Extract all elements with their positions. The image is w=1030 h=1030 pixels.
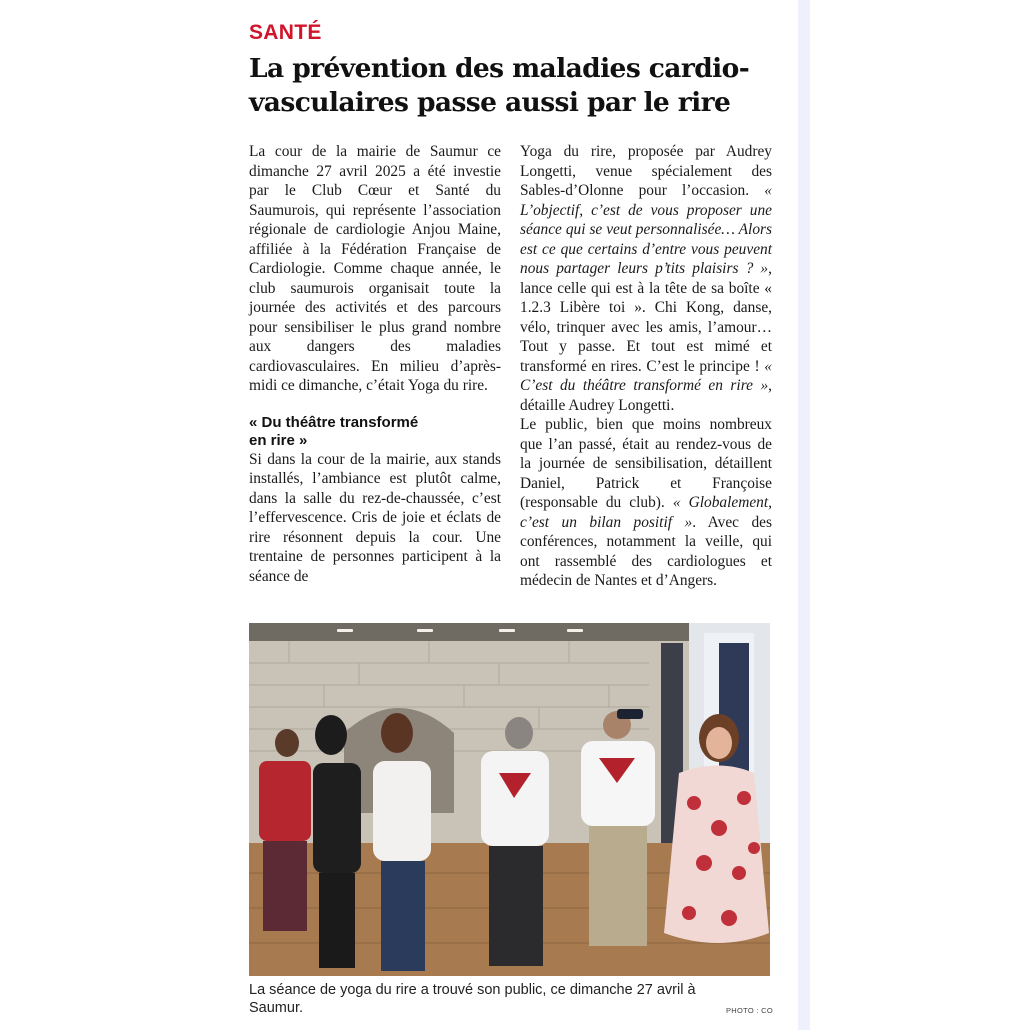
photo-caption: La séance de yoga du rire a trouvé son public, ce dimanche 27 avril à Saumur. [249, 982, 696, 1016]
body-paragraph [520, 142, 772, 415]
body-column-right [520, 142, 772, 591]
headline-line-1: La prévention des maladies cardio- [249, 53, 750, 84]
body-paragraph: Si dans la cour de la mairie, aux stands installés, l’ambiance est plutôt calme, dans la salle du rez-de-chaussée, c’est l’effervescence. Cris de joie et éclats de rire résonnent depuis la cour. Une trentaine de personnes participent à la séance de [249, 450, 501, 585]
body-text: , lance celle qui est à la tête de sa boîte « 1.2.3 Libère toi ». Chi Kong, danse, vélo, trinquer avec les amis, l’amour… Tout y passe. Et tout est mimé et transformé en rires. C’est le principe ! [520, 260, 772, 375]
body-text: . Avec des conférences, notamment la veille, qui ont rassemblé des cardiologues et médecin de Nantes et d’Angers. [520, 513, 772, 589]
body-paragraph [520, 415, 772, 591]
body-paragraph: La cour de la mairie de Saumur ce dimanche 27 avril 2025 a été investie par le Club Cœur et Santé du Saumurois, qui représente l’association régionale de cardiologie Anjou Maine, affiliée à la Fédération Française de Cardiologie. Comme chaque année, le club saumurois organisait toute la journée des activités et des parcours pour sensibiliser le plus grand nombre aux dangers des maladies cardiovasculaires. En milieu d’après-midi ce dimanche, c’était Yoga du rire. [249, 143, 501, 394]
photo-illustration [249, 623, 770, 976]
intertitle-line-2: en rire » [249, 431, 308, 449]
intertitle-line-1: « Du théâtre transformé [249, 413, 419, 431]
body-text: , détaille Audrey Longetti. [520, 377, 772, 414]
section-rubric: SANTÉ [249, 21, 322, 44]
quote: « L’objectif, c’est de vous proposer une séance qui se veut personnalisée… Alors est ce que certains d’entre vous peuvent nous partager leurs p’tits plaisirs ? » [520, 182, 772, 277]
body-text: Le public, bien que moins nombreux que l’an passé, était au rendez-vous de la journée de sensibilisation, détaillent Daniel, Patrick et Françoise (responsable du club). [520, 416, 772, 511]
quote: « Globalement, c’est un bilan positif » [520, 494, 772, 531]
quote: « C’est du théâtre transformé en rire » [520, 357, 772, 394]
headline [249, 52, 772, 120]
article-photo [249, 623, 770, 976]
headline-line-2: vasculaires passe aussi par le rire [249, 87, 731, 118]
page-edge-band [798, 0, 810, 1030]
intertitle [249, 414, 501, 450]
body-column-left [249, 142, 501, 586]
body-text: Yoga du rire, proposée par Audrey Longetti, venue spécialement des Sables-d’Olonne pour l’occasion. [520, 143, 772, 199]
article [249, 20, 772, 589]
photo-credit: PHOTO : CO [726, 1006, 774, 1015]
